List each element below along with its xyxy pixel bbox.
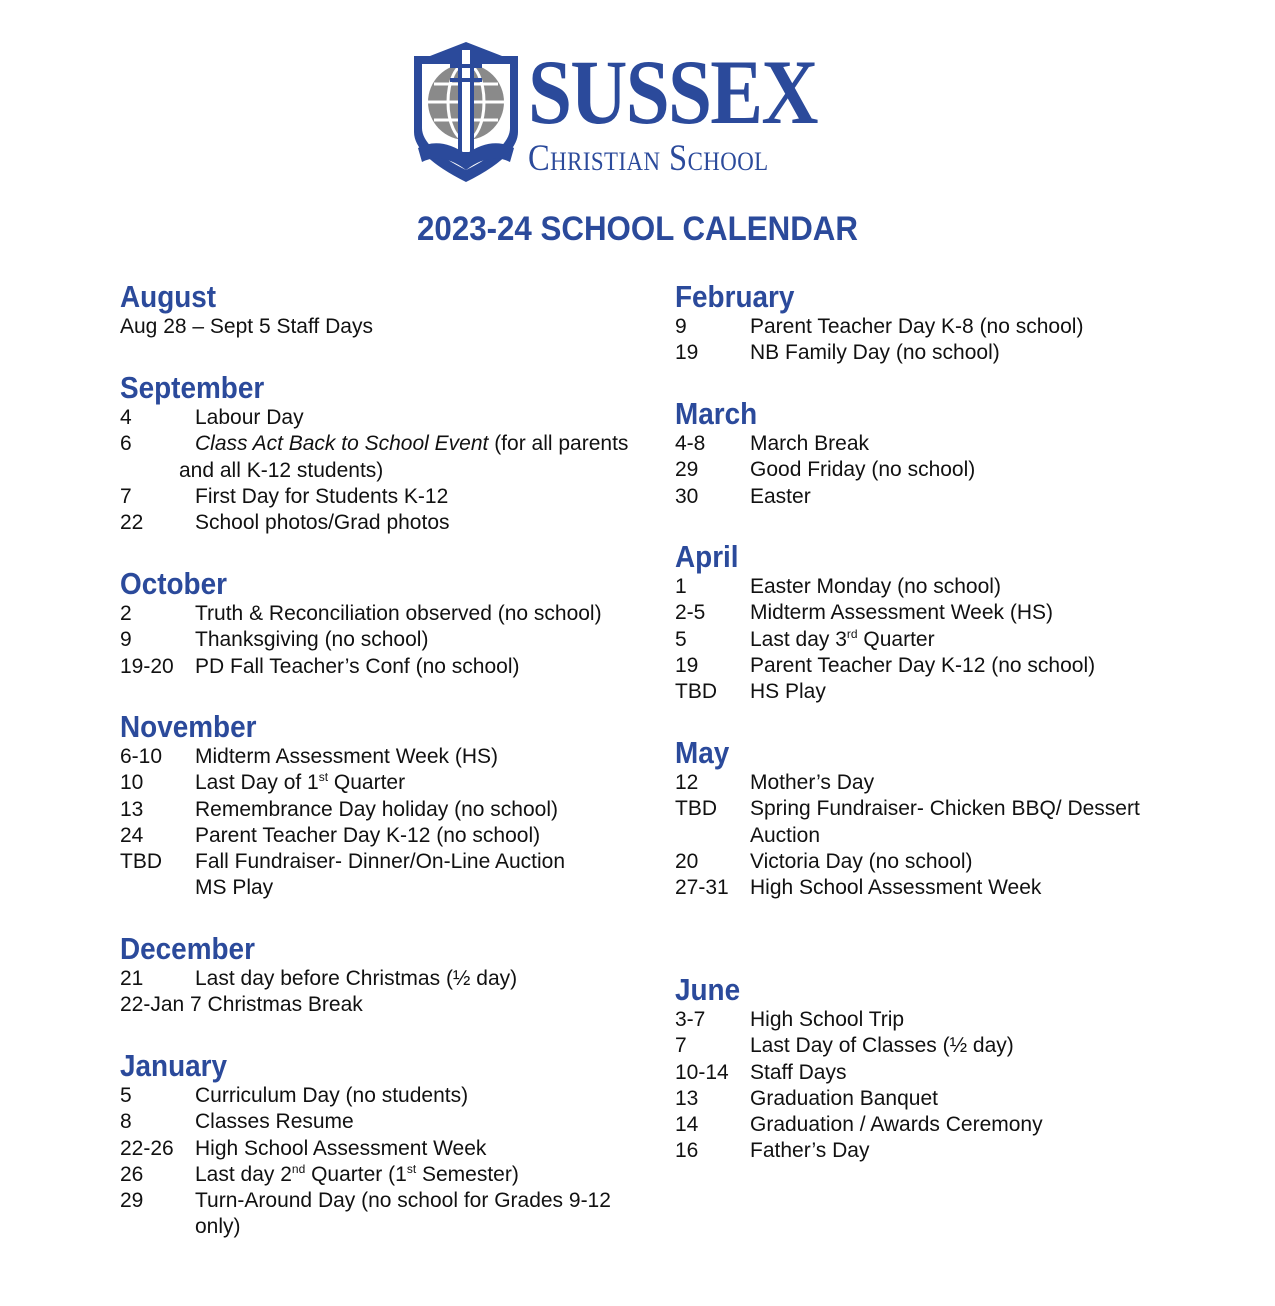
event-date: 22 bbox=[120, 511, 144, 535]
ordinal-suffix: st bbox=[318, 770, 329, 785]
month-may bbox=[675, 736, 1195, 901]
event-date: 5 bbox=[120, 1084, 132, 1107]
event-text-c: Semester) bbox=[416, 1162, 519, 1186]
logo-subtitle: Christian School bbox=[528, 138, 769, 179]
event-text bbox=[195, 1162, 640, 1188]
event-row bbox=[120, 875, 640, 901]
event-row bbox=[120, 484, 640, 510]
event-text bbox=[195, 770, 640, 796]
event-text: Remembrance Day holiday (no school) bbox=[195, 797, 558, 821]
month-june bbox=[675, 973, 1195, 1165]
event-row bbox=[675, 1007, 1195, 1033]
month-december bbox=[120, 932, 640, 1019]
event-text: Thanksgiving (no school) bbox=[195, 628, 429, 652]
event-text: First Day for Students K-12 bbox=[195, 484, 449, 508]
event-date: 19 bbox=[675, 341, 699, 365]
month-heading: January bbox=[120, 1048, 228, 1083]
event-row bbox=[675, 1086, 1195, 1112]
event-date: 9 bbox=[675, 315, 687, 338]
event-row bbox=[120, 797, 640, 823]
event-text: Classes Resume bbox=[195, 1110, 354, 1134]
month-october bbox=[120, 567, 640, 680]
event-date: 14 bbox=[675, 1113, 699, 1137]
month-august bbox=[120, 280, 640, 340]
event-text: High School Trip bbox=[750, 1008, 905, 1031]
event-date: 10 bbox=[120, 771, 144, 795]
event-date: 26 bbox=[120, 1162, 144, 1186]
event-text: March Break bbox=[750, 432, 870, 455]
event-row bbox=[675, 484, 1195, 510]
event-date: 19 bbox=[675, 653, 699, 677]
event-date: 12 bbox=[675, 771, 699, 794]
event-date: 5 bbox=[675, 627, 687, 651]
event-text: Last day before Christmas (½ day) bbox=[195, 967, 518, 990]
event-row bbox=[120, 992, 640, 1018]
event-text: Staff Days bbox=[750, 1060, 847, 1084]
event-row bbox=[675, 849, 1195, 875]
event-text: Easter bbox=[750, 484, 811, 508]
event-row bbox=[120, 1109, 640, 1135]
event-text-continued: only) bbox=[195, 1215, 241, 1239]
event-text-a: Last day 3 bbox=[750, 627, 847, 651]
event-date: TBD bbox=[675, 797, 717, 821]
event-row bbox=[120, 966, 640, 992]
event-text: Parent Teacher Day K-12 (no school) bbox=[750, 653, 1096, 677]
event-row bbox=[675, 823, 1195, 849]
event-date: 27-31 bbox=[675, 876, 729, 900]
page-title: 2023-24 SCHOOL CALENDAR bbox=[417, 210, 858, 248]
event-date: 30 bbox=[675, 484, 699, 508]
event-text-rest: (for all parents bbox=[488, 432, 629, 456]
event-text bbox=[750, 627, 1195, 653]
event-text: Fall Fundraiser- Dinner/On-Line Auction bbox=[195, 850, 566, 874]
school-logo bbox=[410, 36, 850, 186]
event-date: 29 bbox=[120, 1189, 144, 1213]
event-row bbox=[675, 1138, 1195, 1164]
event-row bbox=[120, 601, 640, 627]
event-row bbox=[120, 510, 640, 536]
event-row bbox=[675, 457, 1195, 483]
event-text: Turn-Around Day (no school for Grades 9-12 bbox=[195, 1189, 611, 1213]
event-date: TBD bbox=[120, 850, 162, 874]
event-row bbox=[120, 314, 640, 340]
event-text: Parent Teacher Day K-12 (no school) bbox=[195, 823, 541, 847]
event-date: 3-7 bbox=[675, 1008, 706, 1031]
event-date: 16 bbox=[675, 1139, 699, 1163]
event-row bbox=[675, 1060, 1195, 1086]
month-heading: June bbox=[675, 972, 741, 1007]
event-text-b: Quarter bbox=[857, 627, 935, 651]
event-date: TBD bbox=[675, 680, 717, 704]
ordinal-suffix: st bbox=[406, 1161, 417, 1176]
event-row bbox=[120, 654, 640, 680]
event-text: MS Play bbox=[195, 876, 274, 900]
month-february bbox=[675, 280, 1195, 367]
event-row bbox=[120, 1136, 640, 1162]
event-date: 6-10 bbox=[120, 745, 163, 768]
event-row bbox=[120, 1214, 640, 1240]
event-row bbox=[120, 1188, 640, 1214]
event-date: 6 bbox=[120, 432, 132, 456]
event-date: 24 bbox=[120, 823, 144, 847]
event-row bbox=[120, 431, 640, 484]
event-row bbox=[675, 875, 1195, 901]
event-text: High School Assessment Week bbox=[750, 876, 1042, 900]
event-text: Graduation Banquet bbox=[750, 1086, 938, 1110]
month-heading: December bbox=[120, 931, 255, 966]
month-heading: October bbox=[120, 566, 227, 601]
event-text: NB Family Day (no school) bbox=[750, 341, 1000, 365]
event-row bbox=[675, 1033, 1195, 1059]
event-text-b: Quarter (1 bbox=[305, 1162, 407, 1186]
month-heading: March bbox=[675, 396, 758, 431]
month-january bbox=[120, 1049, 640, 1241]
event-date: 7 bbox=[120, 484, 132, 508]
event-row bbox=[120, 1162, 640, 1188]
event-text: Truth & Reconciliation observed (no school) bbox=[195, 602, 602, 625]
ordinal-suffix: rd bbox=[846, 626, 858, 641]
event-text-a: Last day 2 bbox=[195, 1162, 292, 1186]
ordinal-suffix: nd bbox=[291, 1161, 306, 1176]
event-date: 19-20 bbox=[120, 654, 174, 678]
event-date: 7 bbox=[675, 1034, 687, 1058]
event-row bbox=[675, 679, 1195, 705]
event-date: 13 bbox=[120, 797, 144, 821]
event-row bbox=[675, 796, 1195, 822]
event-date: 1 bbox=[675, 575, 687, 598]
event-text: Father’s Day bbox=[750, 1139, 870, 1163]
event-text: Last Day of Classes (½ day) bbox=[750, 1034, 1014, 1058]
event-text: Parent Teacher Day K-8 (no school) bbox=[750, 315, 1084, 338]
event-text-a: Last Day of 1 bbox=[195, 771, 319, 795]
event-row bbox=[675, 1112, 1195, 1138]
month-heading: May bbox=[675, 735, 730, 770]
event-text: Labour Day bbox=[195, 406, 304, 429]
event-text: Aug 28 – Sept 5 Staff Days bbox=[120, 315, 373, 338]
ship-globe-emblem-icon bbox=[410, 36, 522, 184]
event-date: 2 bbox=[120, 602, 132, 625]
event-date: 8 bbox=[120, 1110, 132, 1134]
event-row bbox=[120, 405, 640, 431]
event-row bbox=[675, 653, 1195, 679]
month-heading: February bbox=[675, 279, 795, 314]
event-text: Graduation / Awards Ceremony bbox=[750, 1113, 1043, 1137]
event-text: School photos/Grad photos bbox=[195, 511, 450, 535]
month-april bbox=[675, 540, 1195, 705]
event-row bbox=[675, 574, 1195, 600]
event-date: 2-5 bbox=[675, 601, 706, 625]
event-text: 22-Jan 7 Christmas Break bbox=[120, 993, 363, 1017]
event-date: 29 bbox=[675, 458, 699, 482]
event-text-continued: Auction bbox=[750, 823, 821, 847]
event-row bbox=[675, 600, 1195, 626]
event-row bbox=[675, 431, 1195, 457]
event-row bbox=[120, 744, 640, 770]
event-text: Mother’s Day bbox=[750, 771, 875, 794]
event-text: Curriculum Day (no students) bbox=[195, 1084, 469, 1107]
month-september bbox=[120, 371, 640, 536]
event-row bbox=[120, 823, 640, 849]
event-date: 4-8 bbox=[675, 432, 706, 455]
month-heading: August bbox=[120, 279, 217, 314]
event-date: 4 bbox=[120, 406, 132, 429]
month-november bbox=[120, 710, 640, 902]
event-row bbox=[120, 770, 640, 796]
event-text: PD Fall Teacher’s Conf (no school) bbox=[195, 654, 520, 678]
event-row bbox=[675, 770, 1195, 796]
event-text bbox=[195, 431, 640, 457]
month-heading: April bbox=[675, 539, 739, 574]
event-row bbox=[120, 1083, 640, 1109]
logo-wordmark: SUSSEX bbox=[528, 41, 817, 143]
event-text: Spring Fundraiser- Chicken BBQ/ Dessert bbox=[750, 797, 1140, 821]
event-text-continued: and all K-12 students) bbox=[179, 458, 384, 482]
event-date: 13 bbox=[675, 1086, 699, 1110]
event-text: Good Friday (no school) bbox=[750, 458, 976, 482]
event-text: Easter Monday (no school) bbox=[750, 575, 1001, 598]
event-row bbox=[675, 340, 1195, 366]
event-text-b: Quarter bbox=[328, 771, 406, 795]
month-march bbox=[675, 397, 1195, 510]
event-row bbox=[675, 627, 1195, 653]
event-date: 9 bbox=[120, 628, 132, 652]
event-row bbox=[675, 314, 1195, 340]
event-date: 20 bbox=[675, 849, 699, 873]
event-text: Midterm Assessment Week (HS) bbox=[195, 745, 499, 768]
month-heading: November bbox=[120, 709, 257, 744]
event-row bbox=[120, 849, 640, 875]
event-date: 22-26 bbox=[120, 1136, 174, 1160]
event-date: 21 bbox=[120, 967, 144, 990]
event-text: Victoria Day (no school) bbox=[750, 849, 973, 873]
event-row bbox=[120, 627, 640, 653]
event-date: 10-14 bbox=[675, 1060, 729, 1084]
event-text: High School Assessment Week bbox=[195, 1136, 487, 1160]
event-italic-title: Class Act Back to School Event bbox=[195, 432, 489, 456]
event-text: HS Play bbox=[750, 680, 826, 704]
month-heading: September bbox=[120, 370, 265, 405]
event-text: Midterm Assessment Week (HS) bbox=[750, 601, 1054, 625]
